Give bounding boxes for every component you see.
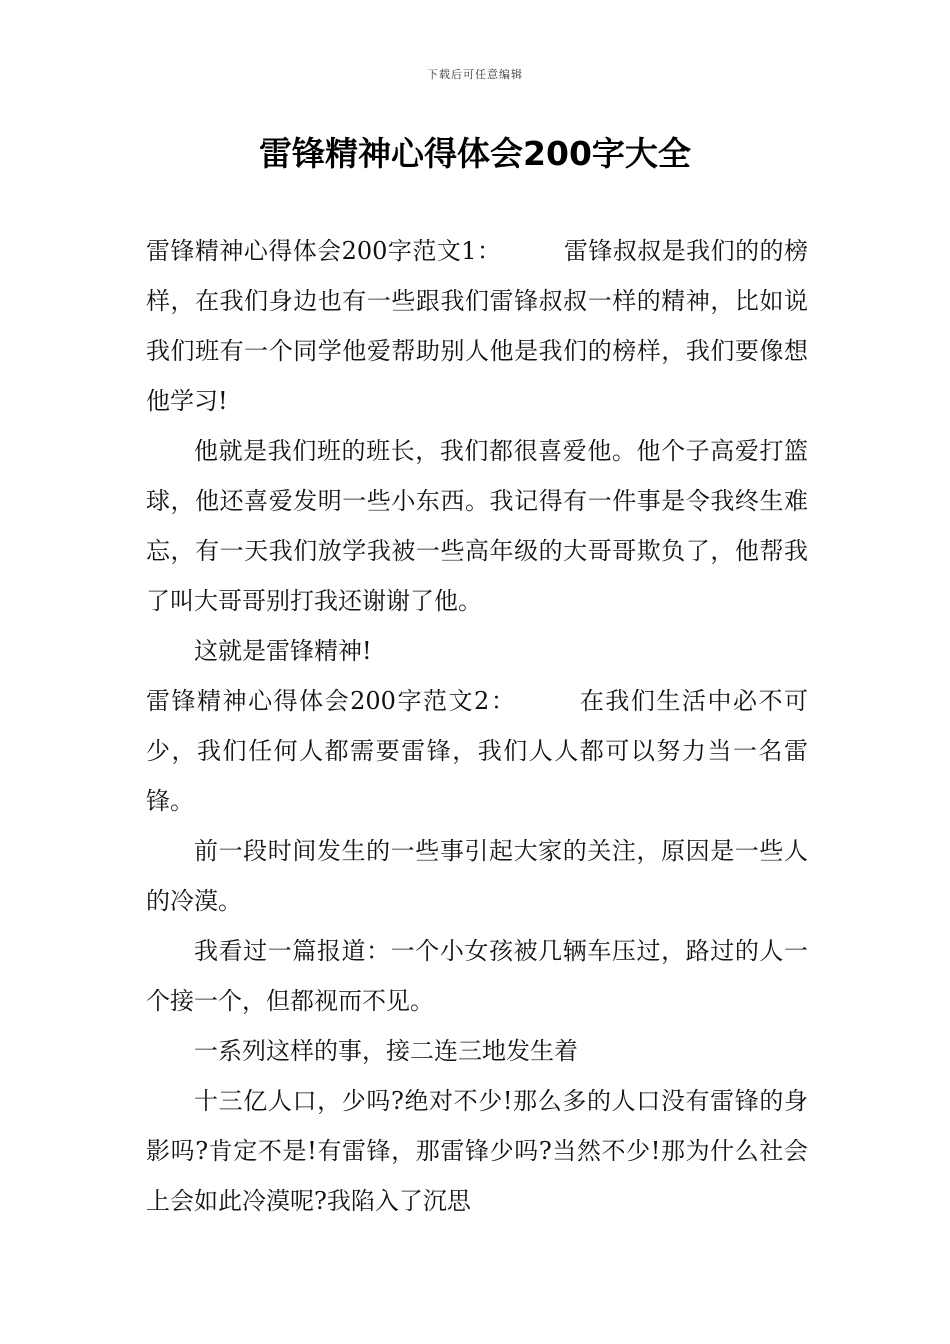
header-note: 下载后可任意编辑 bbox=[427, 68, 523, 81]
paragraph: 前一段时间发生的一些事引起大家的关注，原因是一些人的冷漠。 bbox=[146, 837, 808, 915]
paragraph: 这就是雷锋精神! bbox=[194, 637, 372, 665]
document-title: 雷锋精神心得体会200字大全 bbox=[259, 134, 691, 173]
paragraph: 我看过一篇报道：一个小女孩被几辆车压过，路过的人一个接一个，但都视而不见。 bbox=[146, 937, 808, 1015]
paragraph: 十三亿人口，少吗?绝对不少!那么多的人口没有雷锋的身影吗?肯定不是!有雷锋，那雷锋少吗?当然不少!那为什么社会上会如此冷漠呢?我陷入了沉思 bbox=[146, 1087, 808, 1215]
paragraph: 一系列这样的事，接二连三地发生着 bbox=[194, 1037, 578, 1065]
section-2-heading: 雷锋精神心得体会200字范文2： bbox=[146, 687, 517, 715]
paragraph: 他就是我们班的班长，我们都很喜爱他。他个子高爱打篮球，他还喜爱发明一些小东西。我记得有一件事是令我终生难忘，有一天我们放学我被一些高年级的大哥哥欺负了，他帮我了叫大哥哥别打我还谢谢了他。 bbox=[146, 437, 808, 615]
section-1-intro-text: 雷锋叔叔是我们的的榜样，在我们身边也有一些跟我们雷锋叔叔一样的精神，比如说我们班有一个同学他爱帮助别人他是我们的榜样，我们要像想他学习! bbox=[146, 237, 809, 415]
document-body bbox=[146, 226, 808, 1226]
section-2-intro-text: 在我们生活中必不可少，我们任何人都需要雷锋，我们人人都可以努力当一名雷锋。 bbox=[146, 687, 809, 815]
section-1-intro-paragraph bbox=[146, 226, 808, 426]
section-2-intro-paragraph bbox=[146, 676, 808, 826]
section-1-heading: 雷锋精神心得体会200字范文1： bbox=[146, 237, 502, 265]
